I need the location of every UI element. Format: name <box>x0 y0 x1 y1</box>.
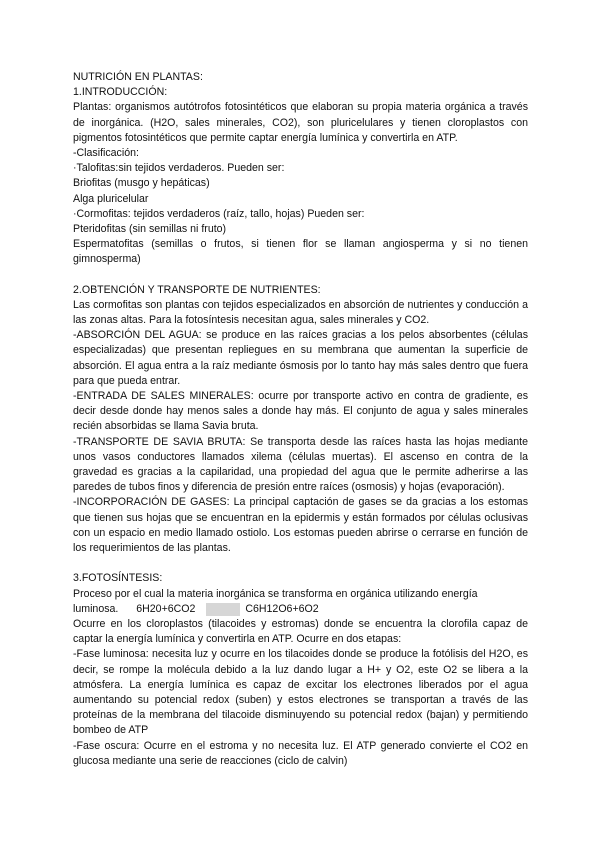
section-gap <box>73 268 528 283</box>
absorcion-agua-paragraph: -ABSORCIÓN DEL AGUA: se produce en las raíces gracias a los pelos absorbentes (células especializadas) que presentan repliegues en su membrana que aumentan la superficie de absorción. El agua entra a la raíz mediante ósmosis por lo tanto hay más sales dentro que fuera para que pueda entrar. <box>73 329 528 387</box>
luminosa-word: luminosa. <box>73 602 119 615</box>
equation-reactants: 6H20+6CO2 <box>136 602 196 615</box>
document-title: NUTRICIÓN EN PLANTAS: <box>73 71 203 83</box>
section-gap <box>73 556 528 571</box>
cormofitas-intro-paragraph: Las cormofitas son plantas con tejidos especializados en absorción de nutrientes y conducción a las zonas altas. Para la fotosíntesis necesitan agua, sales minerales y CO2. <box>73 298 528 327</box>
fase-oscura-paragraph: -Fase oscura: Ocurre en el estroma y no necesita luz. El ATP generado convierte el CO2 en glucosa mediante una serie de reacciones (ciclo de calvin) <box>73 739 528 767</box>
plantas-paragraph: Plantas: organismos autótrofos fotosintéticos que elaboran su propia materia orgánica a través de inorgánica. (H2O, sales minerales, CO2), son pluricelulares y tienen cloroplastos con pigmentos fotosintéticos que permite captar energía lumínica y convertirla en ATP. <box>73 101 528 144</box>
photosynthesis-equation <box>73 602 528 617</box>
cloroplastos-paragraph: Ocurre en los cloroplastos (tilacoides y estromas) donde se encuentra la clorofila capaz de captar la energía lumínica y convertirla en ATP. Ocurre en dos etapas: <box>73 617 528 646</box>
section-2-heading: 2.OBTENCIÓN Y TRANSPORTE DE NUTRIENTES: <box>73 283 321 296</box>
clasificacion-label: -Clasificación: <box>73 147 139 160</box>
cormofitas-item: ·Cormofitas: tejidos verdaderos (raíz, tallo, hojas) Pueden ser: <box>73 207 365 220</box>
gases-paragraph: -INCORPORACIÓN DE GASES: La principal captación de gases se da gracias a los estomas que tienen sus hojas que se encuentran en la epidermis y están formados por células oclusivas con un espacio en medio llamado ostiolo. Los estomas pueden abrirse o cerrarse en función de los requerimientos de las plantas. <box>73 496 528 555</box>
reaction-arrow-placeholder <box>206 603 240 616</box>
savia-bruta-paragraph: -TRANSPORTE DE SAVIA BRUTA: Se transporta desde las raíces hasta las hojas mediante unos vasos conductores llamados xilema (células muertas). El ascenso en contra de la gravedad es gracias a la capilaridad, una propiedad del agua que le permite adherirse a las paredes de tubos finos y diferencia de presión entre raíces (osmosis) y hojas (evaporación). <box>73 435 528 494</box>
sales-minerales-paragraph: -ENTRADA DE SALES MINERALES: ocurre por transporte activo en contra de gradiente, es decir desde donde hay menos sales a donde hay más. El conjunto de agua y sales minerales recién absorbidas se llama Savia bruta. <box>73 390 528 433</box>
section-3-heading: 3.FOTOSÍNTESIS: <box>73 572 163 585</box>
section-1-heading: 1.INTRODUCCIÓN: <box>73 86 168 99</box>
briofitas-item: Briofitas (musgo y hepáticas) <box>73 177 210 190</box>
document-page <box>73 70 528 769</box>
alga-item: Alga pluricelular <box>73 192 149 205</box>
espermatofitas-item: Espermatofitas (semillas o frutos, si tienen flor se llaman angiosperma y si no tienen gimnosperma) <box>73 238 528 266</box>
proceso-line: Proceso por el cual la materia inorgánica se transforma en orgánica utilizando energía <box>73 587 478 600</box>
fase-luminosa-paragraph: -Fase luminosa: necesita luz y ocurre en los tilacoides donde se produce la fotólisis del H2O, es decir, se rompe la molécula debido a la luz dando lugar a H+ y O2, este O2 se libera a la atmósfera. La energía lumínica es capaz de excitar los electrones liberados por el agua aumentando su potencial redox (suben) y estos electrones se transportan a través de las proteínas de la membrana del tilacoide disminuyendo su potencial redox (bajan) y permitiendo bombeo de ATP <box>73 648 528 737</box>
talofitas-item: ·Talofitas:sin tejidos verdaderos. Pueden ser: <box>73 162 285 175</box>
equation-products: C6H12O6+6O2 <box>245 602 319 615</box>
pteridofitas-item: Pteridofitas (sin semillas ni fruto) <box>73 223 227 236</box>
